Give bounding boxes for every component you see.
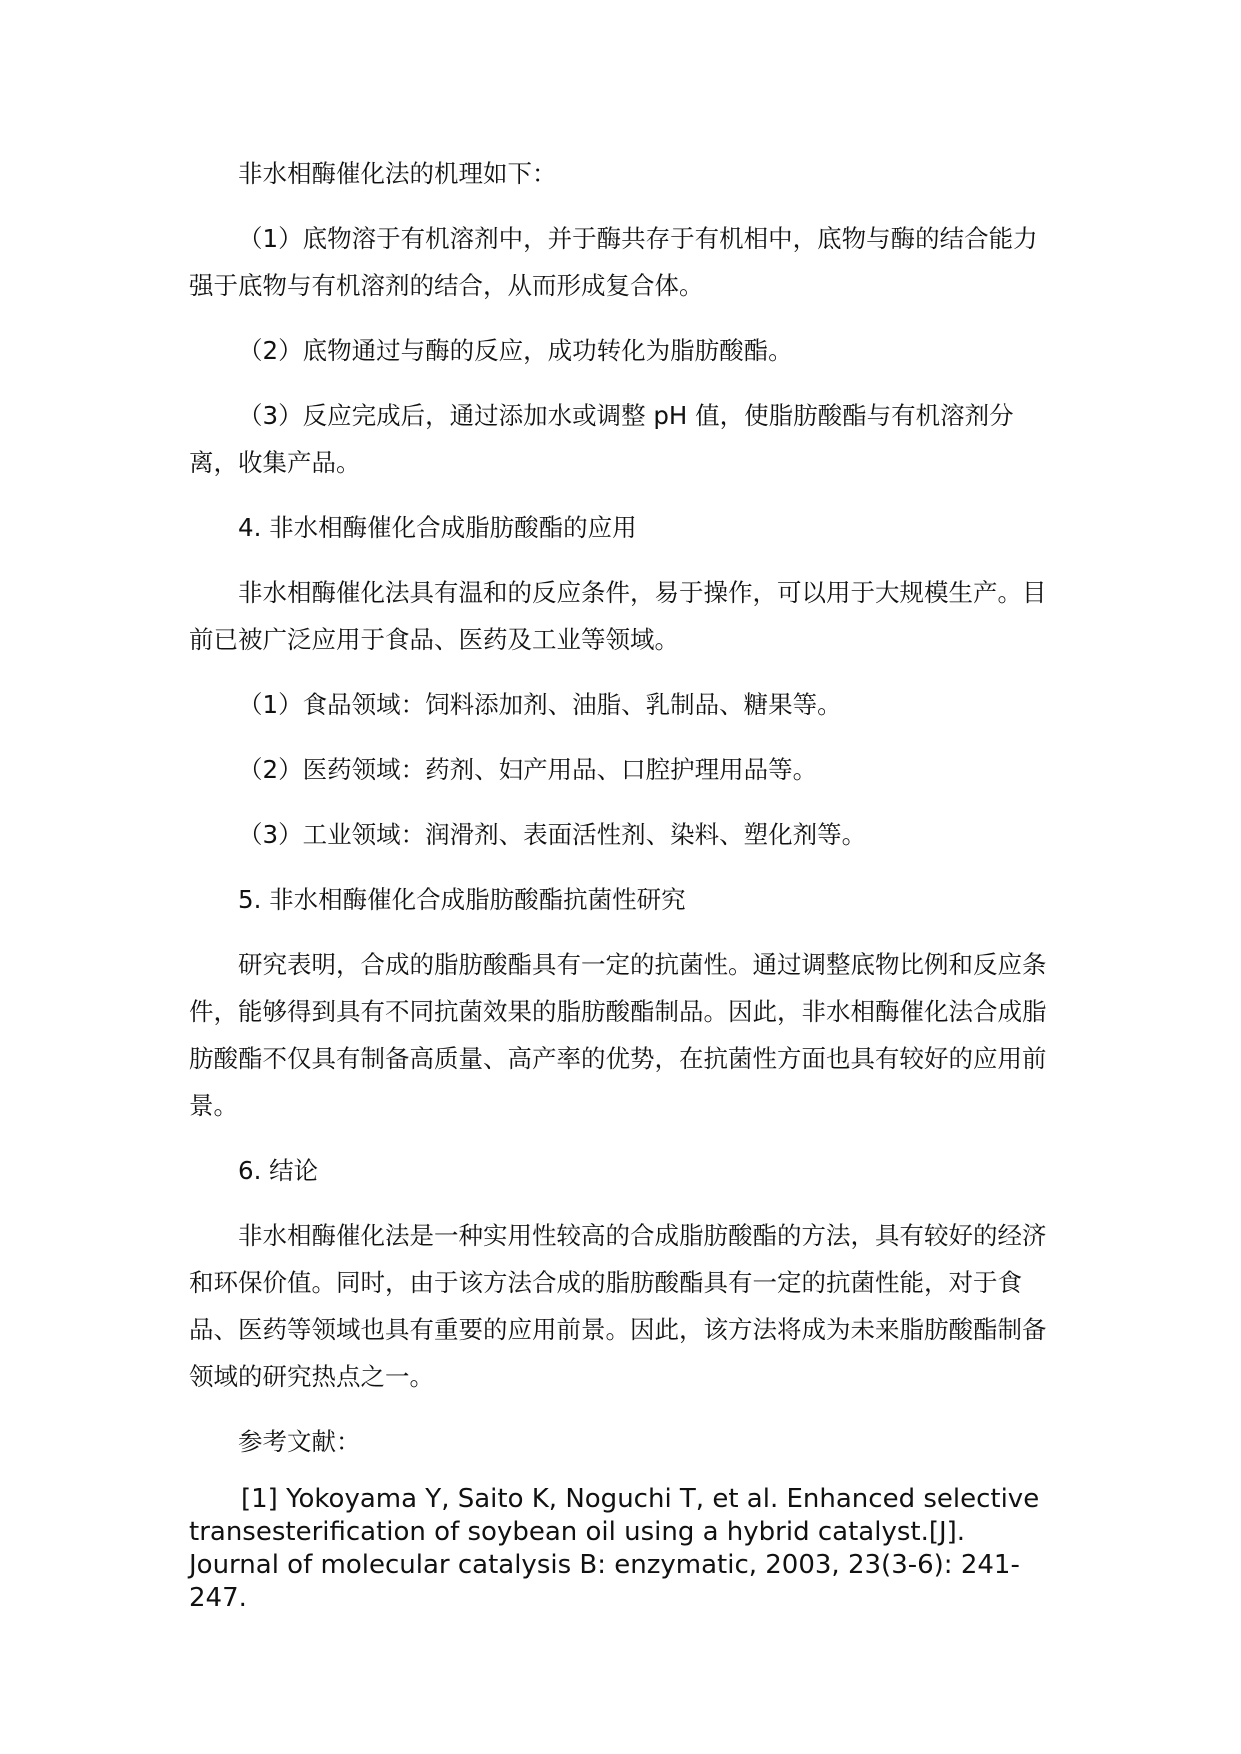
reference-item-1: [1] Yokoyama Y, Saito K, Noguchi T, et al. Enhanced selective transesterification of soybean oil using a hybrid catalyst.[J]. Journal of molecular catalysis B: enzymatic, 2003, 23(3-6): 241-247. — [189, 1484, 1040, 1613]
paragraph-antibacterial: 研究表明，合成的脂肪酸酯具有一定的抗菌性。通过调整底物比例和反应条件，能够得到具有不同抗菌效果的脂肪酸酯制品。因此，非水相酶催化法合成脂肪酸酯不仅具有制备高质量、高产率的优势，在抗菌性方面也具有较好的应用前景。 — [189, 950, 1047, 1120]
paragraph-applications-overview: 非水相酶催化法具有温和的反应条件，易于操作，可以用于大规模生产。目前已被广泛应用于食品、医药及工业等领域。 — [189, 578, 1047, 654]
document-page — [189, 150, 1051, 1633]
paragraph-mechanism-step-1: （1）底物溶于有机溶剂中，并于酶共存于有机相中，底物与酶的结合能力强于底物与有机溶剂的结合，从而形成复合体。 — [189, 224, 1038, 300]
paragraph-application-medicine: （2）医药领域：药剂、妇产用品、口腔护理用品等。 — [238, 755, 818, 784]
paragraph-conclusion: 非水相酶催化法是一种实用性较高的合成脂肪酸酯的方法，具有较好的经济和环保价值。同时，由于该方法合成的脂肪酸酯具有一定的抗菌性能，对于食品、医药等领域也具有重要的应用前景。因此，该方法将成为未来脂肪酸酯制备领域的研究热点之一。 — [189, 1221, 1047, 1391]
section-heading-applications: 4. 非水相酶催化合成脂肪酸酯的应用 — [238, 513, 637, 542]
paragraph-mechanism-step-3: （3）反应完成后，通过添加水或调整 pH 值，使脂肪酸酯与有机溶剂分离，收集产品。 — [189, 401, 1014, 477]
paragraph-application-food: （1）食品领域：饲料添加剂、油脂、乳制品、糖果等。 — [238, 690, 842, 719]
section-heading-antibacterial: 5. 非水相酶催化合成脂肪酸酯抗菌性研究 — [238, 885, 686, 914]
paragraph-mechanism-intro: 非水相酶催化法的机理如下： — [238, 159, 557, 188]
paragraph-mechanism-step-2: （2）底物通过与酶的反应，成功转化为脂肪酸酯。 — [238, 336, 793, 365]
section-heading-conclusion: 6. 结论 — [238, 1156, 319, 1185]
references-heading: 参考文献： — [238, 1427, 361, 1456]
paragraph-application-industry: （3）工业领域：润滑剂、表面活性剂、染料、塑化剂等。 — [238, 820, 867, 849]
